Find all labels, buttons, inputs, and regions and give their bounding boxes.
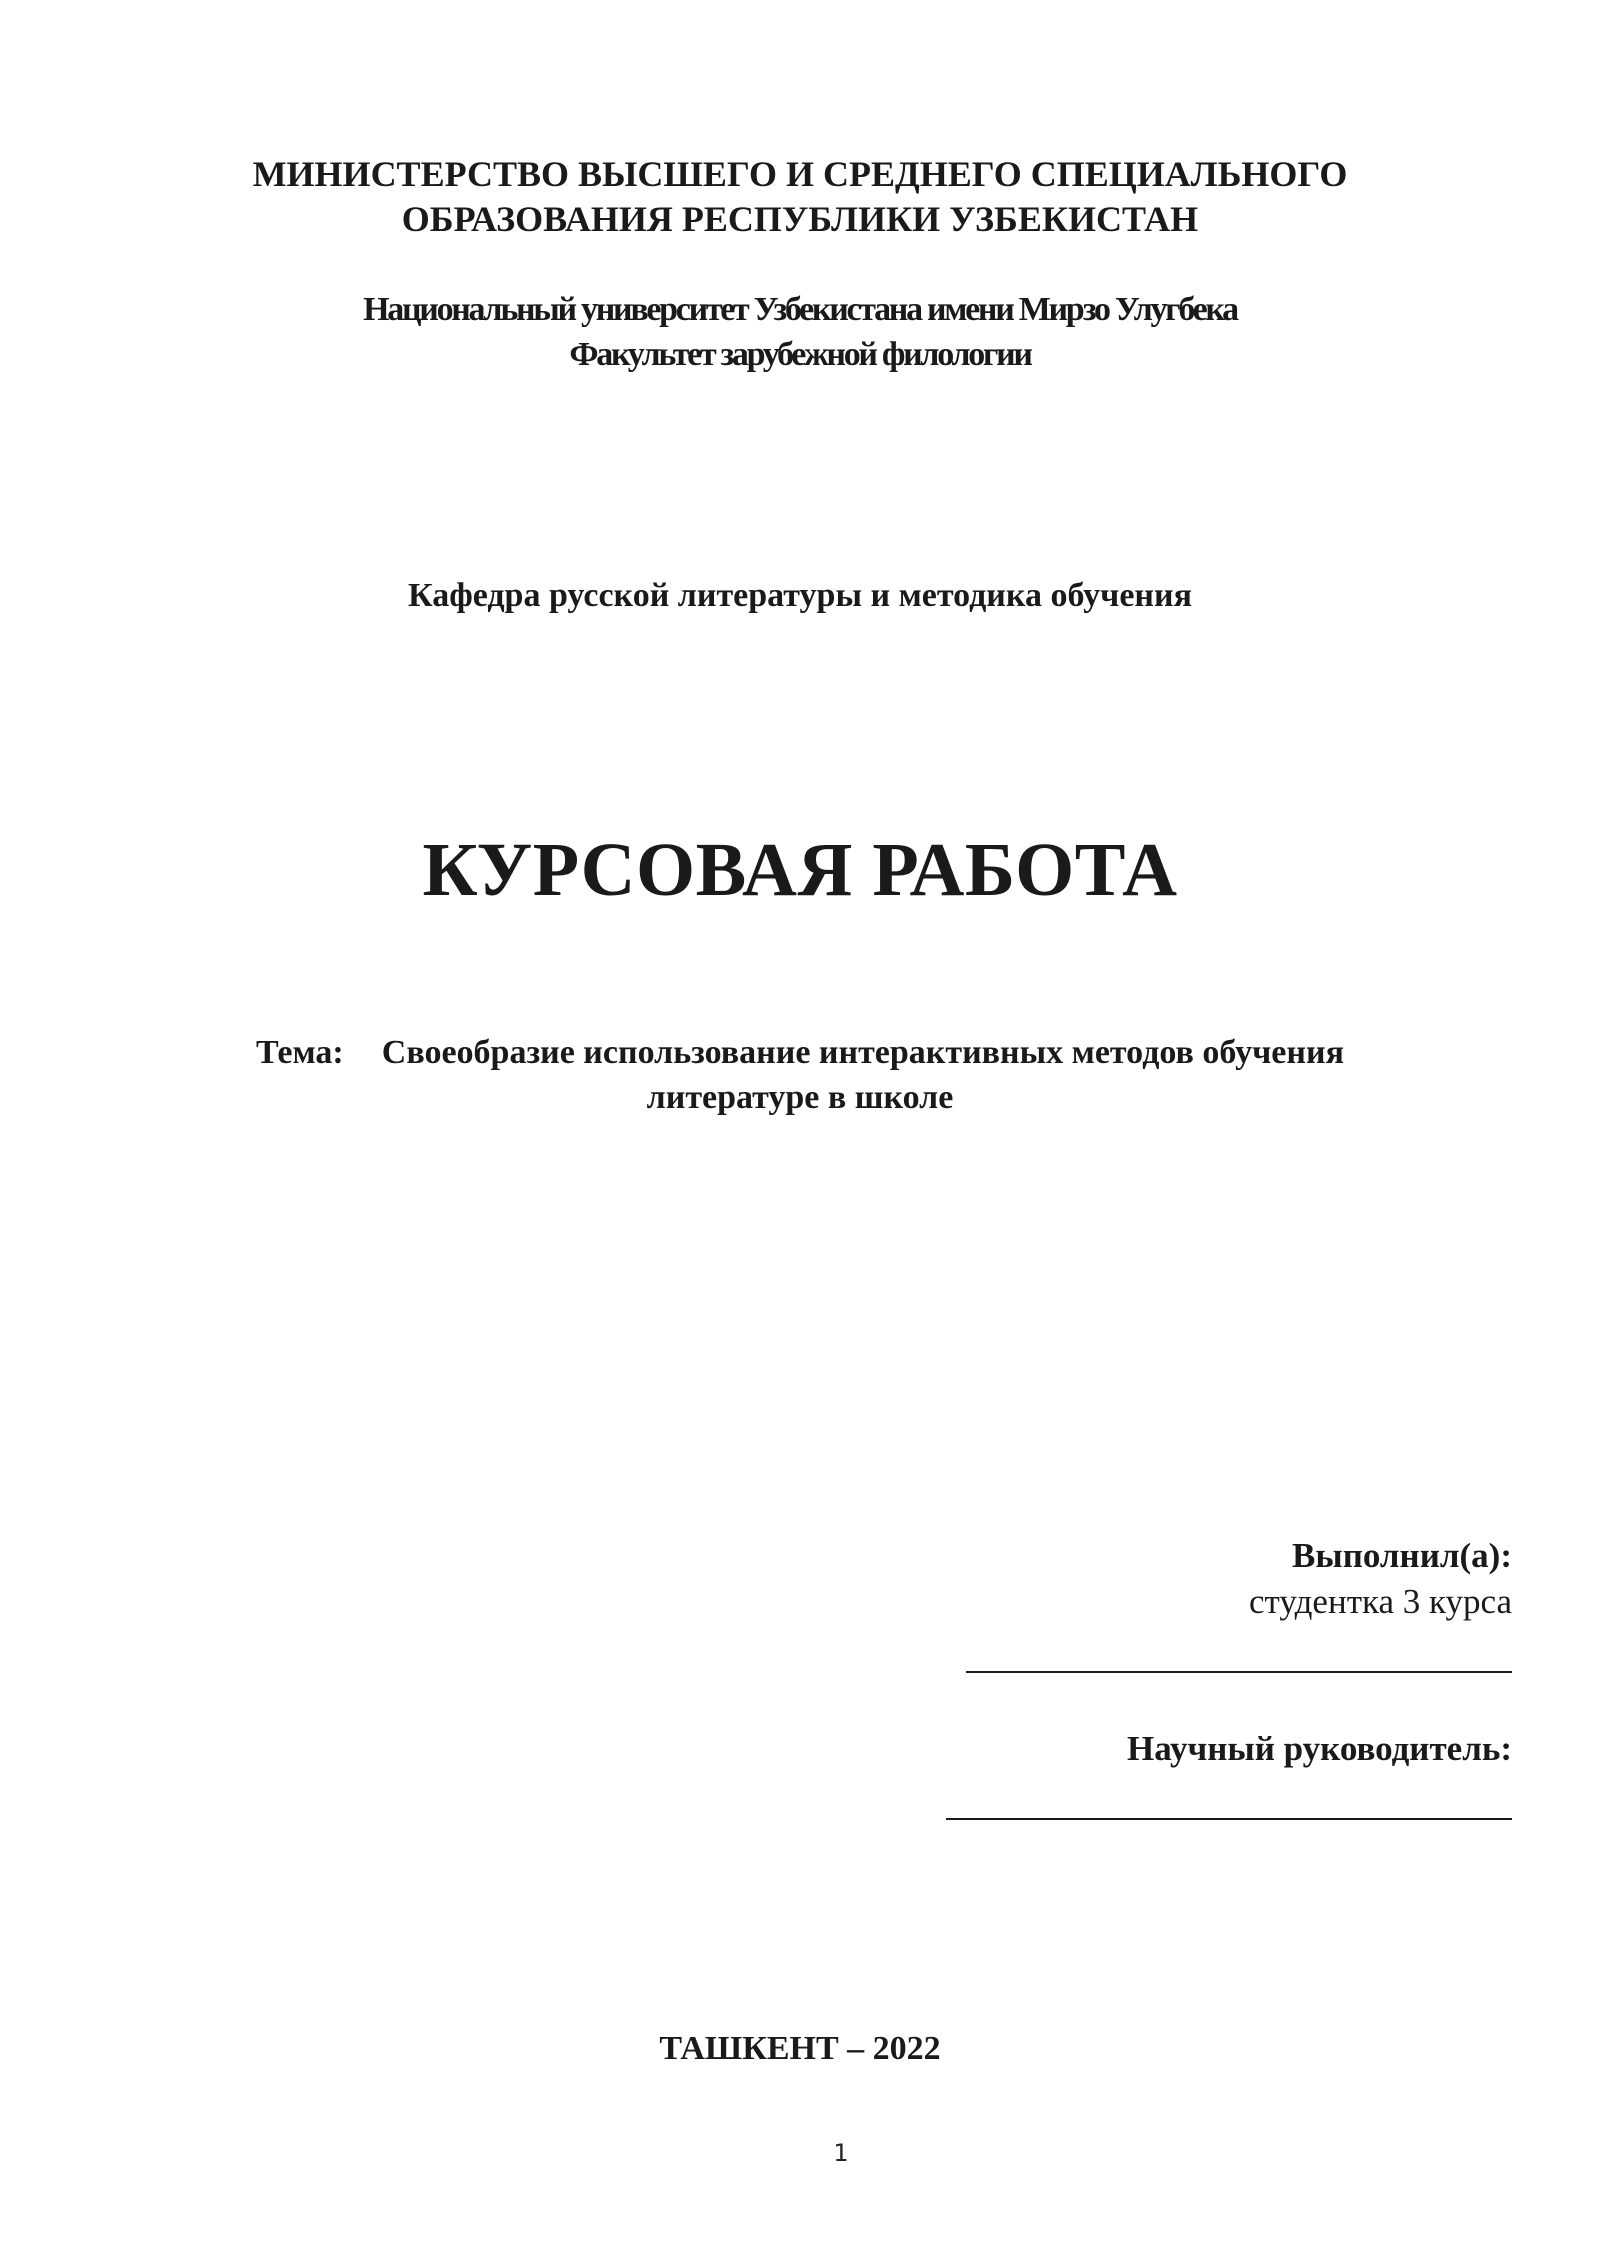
institution-header <box>0 287 1600 377</box>
topic-text-line-2: литературе в школе <box>646 1079 954 1116</box>
ministry-line-1: МИНИСТЕРСТВО ВЫСШЕГО И СРЕДНЕГО СПЕЦИАЛЬНОГО <box>252 154 1348 194</box>
supervisor-signature-line <box>946 1818 1512 1820</box>
city-year <box>0 2027 1600 2071</box>
page-number: 1 <box>833 2139 849 2167</box>
ministry-header <box>0 152 1600 242</box>
department-name <box>0 574 1600 618</box>
supervisor-heading: Научный руководитель: <box>1127 1729 1512 1768</box>
document-title-text: КУРСОВАЯ РАБОТА <box>422 828 1178 912</box>
signature-block <box>892 1533 1512 1820</box>
author-detail: студентка 3 курса <box>1248 1582 1512 1621</box>
document-title <box>0 825 1600 915</box>
topic-label: Тема: <box>256 1034 344 1071</box>
ministry-line-2: ОБРАЗОВАНИЯ РЕСПУБЛИКИ УЗБЕКИСТАН <box>401 199 1199 239</box>
topic-text-line-1: Своеобразие использование интерактивных методов обучения <box>381 1034 1344 1071</box>
author-signature-line <box>966 1671 1512 1673</box>
author-heading: Выполнил(а): <box>1292 1536 1512 1575</box>
city-year-text: ТАШКЕНТ – 2022 <box>659 2030 941 2067</box>
department-label: Кафедра русской литературы и методика обучения <box>407 577 1193 614</box>
faculty-name: Факультет зарубежной филологии <box>569 336 1031 373</box>
topic <box>0 1030 1600 1120</box>
university-name: Национальный университет Узбекистана имени Мирзо Улугбека <box>363 291 1237 328</box>
topic-line-1 <box>0 1030 1600 1075</box>
